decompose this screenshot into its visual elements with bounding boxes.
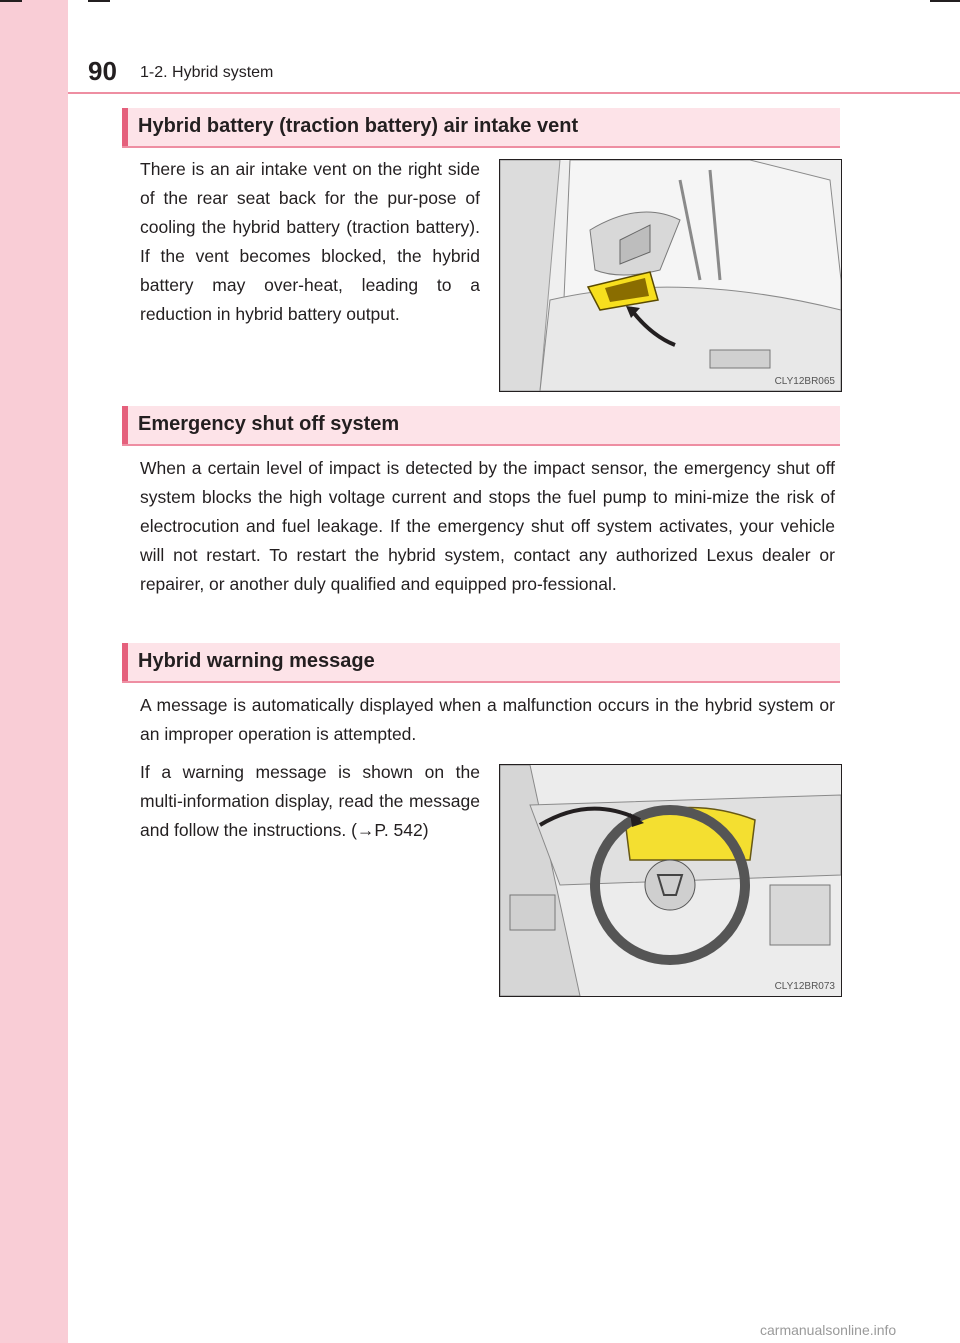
header-rule — [68, 92, 960, 94]
paragraph: When a certain level of impact is detected by the impact sensor, the emergency shut off system blocks the high voltage current and stops the fuel pump to mini-mize the risk of electrocution and fuel leakage. If the emergency shut off system activates, your vehicle will not restart. To restart the hybrid system, contact any authorized Lexus dealer or repairer, or another duly qualified and equipped pro-fessional. — [140, 458, 835, 594]
figure-steering-display — [499, 764, 842, 997]
watermark: carmanualsonline.info — [760, 1322, 897, 1338]
section-title: Hybrid battery (traction battery) air intake vent — [138, 115, 579, 137]
heading-accent-bar — [122, 108, 128, 146]
page-sidebar — [0, 0, 68, 1343]
running-header: 1-2. Hybrid system — [140, 64, 274, 81]
heading-accent-bar — [122, 643, 128, 681]
figure-rear-seat-vent — [499, 159, 842, 392]
figure-code: CLY12BR073 — [774, 981, 835, 992]
page-number: 90 — [88, 56, 117, 86]
rear-seat-illustration — [500, 160, 841, 391]
section-heading — [122, 643, 840, 683]
paragraph: There is an air intake vent on the right side of the rear seat back for the pur-pose of cooling the hybrid battery (traction battery). If the vent becomes blocked, the hybrid battery may over-heat, leading to a reduction in hybrid battery output. — [140, 159, 480, 324]
heading-accent-bar — [122, 406, 128, 444]
paragraph: If a warning message is shown on the multi-information display, read the message and follow the instructions. (→P. 542) — [140, 762, 480, 840]
crop-mark — [0, 0, 22, 2]
figure-code: CLY12BR065 — [774, 376, 835, 387]
crop-mark — [930, 0, 960, 2]
section-heading — [122, 108, 840, 148]
section-title: Emergency shut off system — [138, 413, 400, 435]
section-title: Hybrid warning message — [138, 650, 375, 672]
dashboard-illustration — [500, 765, 841, 996]
paragraph: A message is automatically displayed when a malfunction occurs in the hybrid system or an improper operation is attempted. — [140, 695, 835, 744]
crop-mark — [88, 0, 110, 2]
section-heading — [122, 406, 840, 446]
